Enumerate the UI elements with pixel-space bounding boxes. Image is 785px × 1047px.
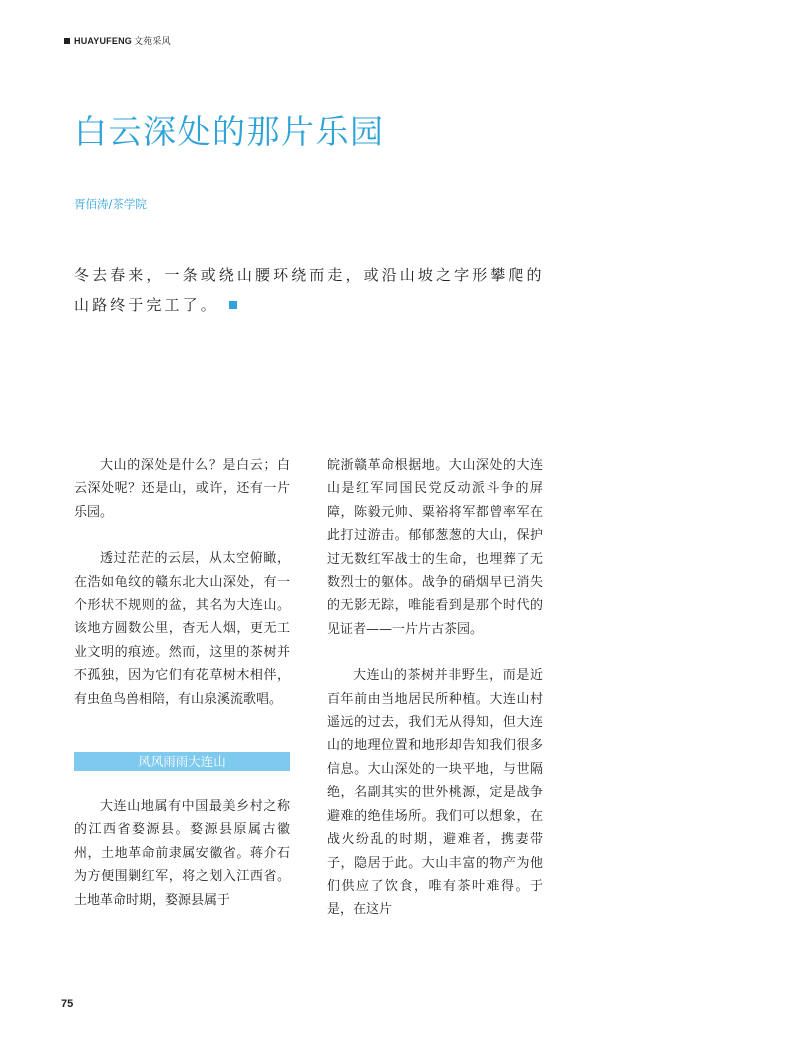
- page-number: 75: [61, 998, 74, 1010]
- header-brand: HUAYUFENG: [74, 35, 132, 46]
- paragraph-continuation: 皖浙赣革命根据地。大山深处的大连山是红军同国民党反动派斗争的屏障，陈毅元帅、粟裕将军都曾率军在此打过游击。郁郁葱葱的大山，保护过无数红军战士的生命，也埋葬了无数烈士的躯体。战争的硝烟早已消失的无影无踪，唯能看到是那个时代的见证者——一片片古茶园。: [327, 458, 543, 637]
- paragraph: 大山的深处是什么？是白云；白云深处呢？还是山，或许，还有一片乐园。: [74, 458, 290, 520]
- running-header: [64, 34, 171, 47]
- right-column: [327, 454, 543, 922]
- article-title: 白云深处的那片乐园: [74, 112, 385, 151]
- article-lead: [74, 260, 554, 320]
- section-subheading: 风风雨雨大连山: [74, 752, 290, 771]
- header-section: 文苑采风: [133, 36, 171, 46]
- paragraph: 大连山地属有中国最美乡村之称的江西省婺源县。婺源县原属古徽州，土地革命前隶属安徽省。蒋介石为方便围剿红军，将之划入江西省。土地革命时期，婺源县属于: [74, 799, 290, 908]
- lead-end-square-icon: [229, 301, 237, 309]
- left-column: [74, 454, 290, 912]
- lead-text: 冬去春来，一条或绕山腰环绕而走，或沿山坡之字形攀爬的山路终于完工了。: [74, 266, 545, 314]
- header-square-icon: [64, 38, 70, 44]
- paragraph: 透过茫茫的云层，从太空俯瞰，在浩如龟纹的赣东北大山深处，有一个形状不规则的盆，其名为大连山。该地方圆数公里，杳无人烟，更无工业文明的痕迹。然而，这里的茶树并不孤独，因为它们有花草树木相伴，有虫鱼鸟兽相陪，有山泉溪流歌唱。: [74, 551, 290, 707]
- paragraph: 大连山的茶树并非野生，而是近百年前由当地居民所种植。大连山村遥远的过去，我们无从得知，但大连山的地理位置和地形却告知我们很多信息。大山深处的一块平地，与世隔绝，名副其实的世外桃源，定是战争避难的绝佳场所。我们可以想象，在战火纷乱的时期，避难者，携妻带子，隐居于此。大山丰富的物产为他们供应了饮食，唯有茶叶难得。于是，在这片: [327, 668, 543, 918]
- article-byline: 胥佰涛/茶学院: [74, 197, 147, 211]
